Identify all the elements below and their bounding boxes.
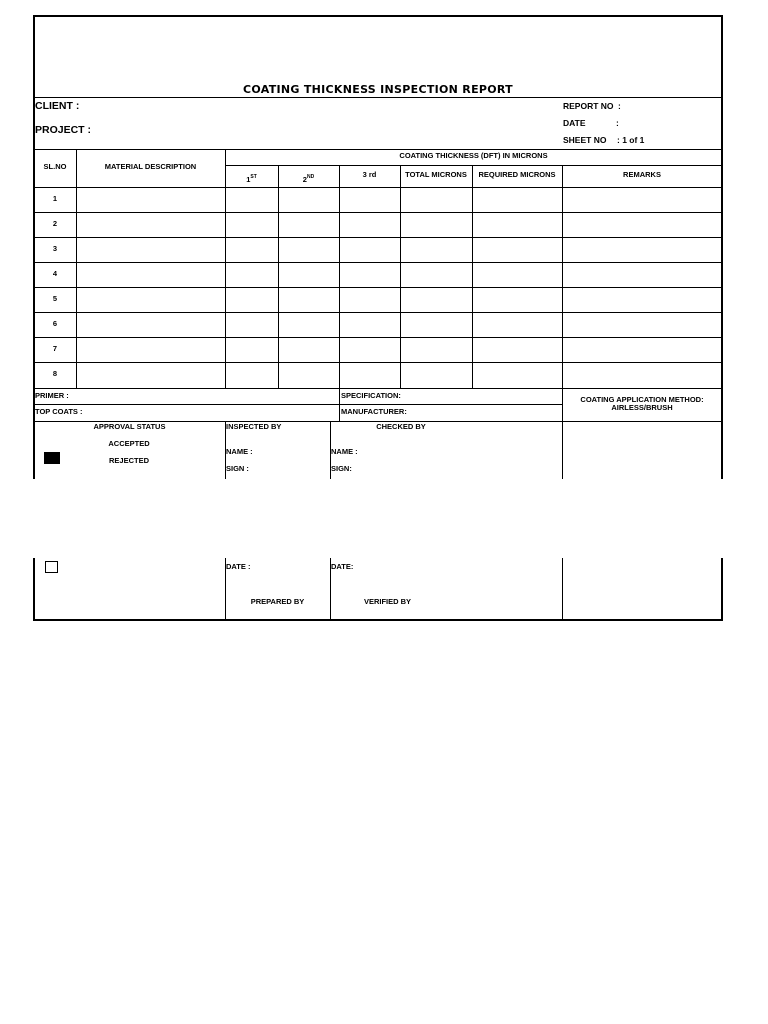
table-row-divider <box>33 262 723 263</box>
table-row-number: 2 <box>52 219 58 228</box>
report-no-label: REPORT NO <box>563 101 614 111</box>
date-label-checked: DATE: <box>331 562 354 571</box>
col-header-2nd-suffix: ND <box>306 174 315 180</box>
table-header-divider <box>33 187 723 188</box>
title-divider <box>33 97 723 98</box>
prepared-by-label: PREPARED BY <box>250 597 305 606</box>
col-header-group-dft: COATING THICKNESS (DFT) IN MICRONS <box>399 151 548 160</box>
col-divider-required <box>562 165 563 388</box>
name-label-checked: NAME : <box>331 447 358 456</box>
col-header-slno: SL.NO <box>43 162 67 171</box>
table-row-divider <box>33 312 723 313</box>
col-header-total: TOTAL MICRONS <box>405 170 467 179</box>
col-divider-1st <box>278 165 279 388</box>
header-divider <box>33 149 723 150</box>
table-row-divider <box>33 362 723 363</box>
accepted-label: ACCEPTED <box>108 439 150 448</box>
checked-by-label: CHECKED BY <box>376 422 426 431</box>
col-group-divider <box>225 165 722 166</box>
date-label-inspected: DATE : <box>226 562 251 571</box>
sign-label-checked: SIGN: <box>331 464 352 473</box>
col-divider-3rd <box>400 165 401 388</box>
rejected-checkbox[interactable] <box>45 561 58 573</box>
sheet-no-label: SHEET NO <box>563 135 607 145</box>
verified-by-label: VERIFIED BY <box>363 597 412 606</box>
sheet-no-value: : 1 of 1 <box>617 135 645 145</box>
project-label: PROJECT : <box>35 124 92 136</box>
name-label-inspected: NAME : <box>226 447 253 456</box>
topcoats-label: TOP COATS : <box>35 407 83 416</box>
table-row-number: 5 <box>52 294 58 303</box>
col-divider-slno <box>76 149 77 388</box>
col-header-1st <box>225 175 278 184</box>
col-header-required: REQUIRED MICRONS <box>478 170 556 179</box>
primer-label: PRIMER : <box>35 391 69 400</box>
table-row-number: 7 <box>52 344 58 353</box>
page-break-gap <box>0 479 768 558</box>
table-row-divider <box>33 287 723 288</box>
client-label: CLIENT : <box>35 100 80 112</box>
col-divider-total <box>472 165 473 388</box>
accepted-checkbox[interactable] <box>44 452 60 464</box>
table-bottom-divider <box>33 388 723 389</box>
specification-label: SPECIFICATION: <box>341 391 401 400</box>
frame-bottom-border <box>33 619 723 621</box>
inspected-column-divider-lower <box>330 558 331 621</box>
table-row-divider <box>33 212 723 213</box>
checked-column-divider-lower <box>562 558 563 621</box>
col-header-material: MATERIAL DESCRIPTION <box>104 162 197 171</box>
manufacturer-label: MANUFACTURER: <box>341 407 407 416</box>
col-header-1st-number: 1 <box>246 175 251 184</box>
table-row-number: 6 <box>52 319 58 328</box>
sign-label-inspected: SIGN : <box>226 464 249 473</box>
date-label: DATE <box>563 118 586 128</box>
col-header-2nd-number: 2 <box>302 175 307 184</box>
col-header-1st-suffix: ST <box>250 174 257 180</box>
application-method-label: COATING APPLICATION METHOD: <box>580 395 704 404</box>
table-row-divider <box>33 237 723 238</box>
date-colon: : <box>616 118 619 128</box>
frame-top-border <box>33 15 723 17</box>
report-no-colon: : <box>618 101 621 111</box>
frame-right-border-lower <box>721 558 723 621</box>
col-header-2nd <box>278 175 339 184</box>
approval-status-label: APPROVAL STATUS <box>93 422 166 431</box>
col-divider-2nd <box>339 165 340 388</box>
approval-column-divider-lower <box>225 558 226 621</box>
report-title: COATING THICKNESS INSPECTION REPORT <box>243 83 513 96</box>
col-header-remarks: REMARKS <box>623 170 661 179</box>
application-method-value: AIRLESS/BRUSH <box>611 403 673 412</box>
table-row-number: 4 <box>52 269 58 278</box>
col-header-3rd: 3 rd <box>362 170 377 179</box>
table-row-number: 1 <box>52 194 58 203</box>
frame-left-border-lower <box>33 558 35 621</box>
table-row-number: 3 <box>52 244 58 253</box>
table-row-number: 8 <box>52 369 58 378</box>
primer-divider <box>33 404 562 405</box>
inspected-by-label: INSPECTED BY <box>226 422 282 431</box>
rejected-label: REJECTED <box>108 456 149 465</box>
table-row-divider <box>33 337 723 338</box>
spec-column-divider <box>339 388 340 422</box>
col-divider-material <box>225 149 226 388</box>
